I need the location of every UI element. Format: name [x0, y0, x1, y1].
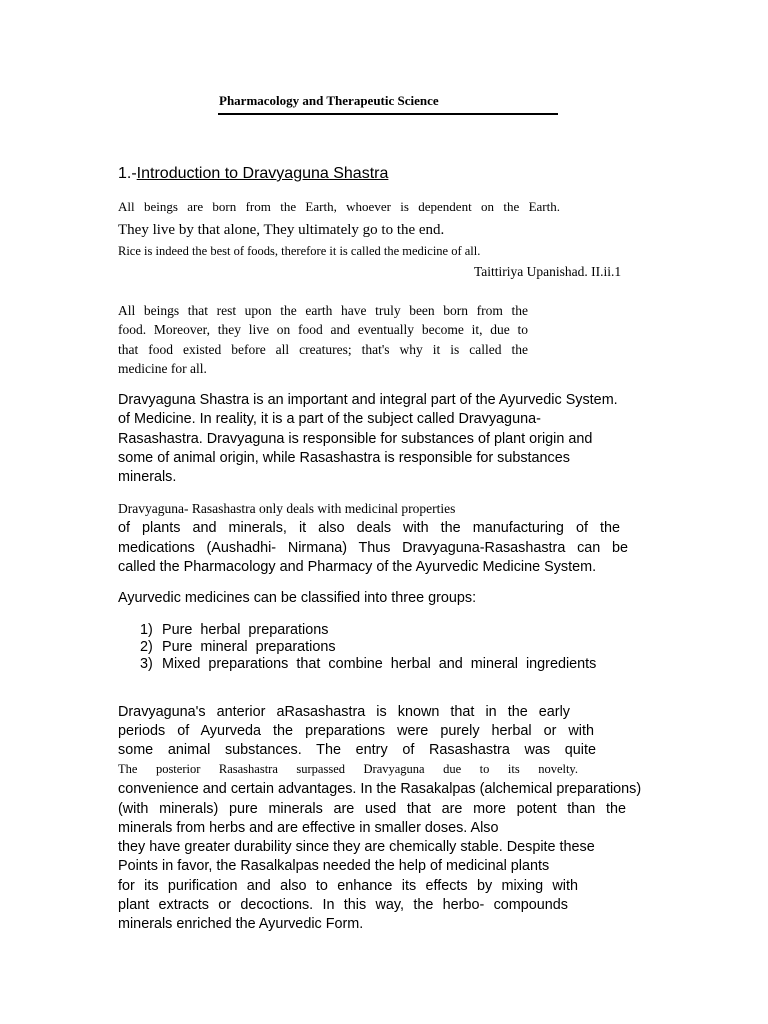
para2-line: Dravyaguna Shastra is an important and integral part of the Ayurvedic System.	[118, 392, 618, 408]
list-item	[140, 622, 328, 638]
list-item	[140, 639, 336, 655]
para1-line: medicine for all.	[118, 361, 207, 376]
header-underline	[218, 113, 558, 115]
para5-line: minerals from herbs and are effective in smaller doses. Also	[118, 820, 499, 836]
para5-line: they have greater durability since they are chemically stable. Despite these	[118, 839, 595, 855]
para5-line: some animal substances. The entry of Rasashastra was quite	[118, 742, 596, 758]
para5-line: minerals enriched the Ayurvedic Form.	[118, 916, 364, 932]
page-header-title: Pharmacology and Therapeutic Science	[219, 93, 439, 108]
para1-line: that food existed before all creatures; that's why it is called the	[118, 342, 528, 357]
list-number: 2)	[140, 639, 153, 655]
para5-serif-line: The posterior Rasashastra surpassed Dravyaguna due to its novelty.	[118, 762, 578, 776]
verse-line-3: Rice is indeed the best of foods, therefore it is called the medicine of all.	[118, 244, 481, 258]
para5-line: for its purification and also to enhance its effects by mixing with	[118, 878, 578, 894]
verse-line-2: They live by that alone, They ultimately go to the end.	[118, 222, 445, 238]
para2-line: Rasashastra. Dravyaguna is responsible for substances of plant origin and	[118, 431, 593, 447]
para5-line: (with minerals) pure minerals are used that are more potent than the	[118, 801, 626, 817]
para5-line: plant extracts or decoctions. In this way, the herbo- compounds	[118, 897, 568, 913]
para5-line: convenience and certain advantages. In the Rasakalpas (alchemical preparations)	[118, 781, 642, 797]
list-text: Pure mineral preparations	[162, 639, 336, 655]
para4-text: Ayurvedic medicines can be classified into three groups:	[118, 590, 477, 606]
para5-line: Points in favor, the Rasalkalpas needed the help of medicinal plants	[118, 858, 550, 874]
para1-line: All beings that rest upon the earth have truly been born from the	[118, 303, 528, 318]
list-text: Mixed preparations that combine herbal and mineral ingredients	[162, 656, 597, 672]
section-title: Introduction to Dravyaguna Shastra	[136, 165, 389, 182]
para3-line: called the Pharmacology and Pharmacy of the Ayurvedic Medicine System.	[118, 559, 597, 575]
section-number: 1.-	[118, 165, 137, 182]
list-number: 3)	[140, 656, 153, 672]
para3-line: of plants and minerals, it also deals with the manufacturing of the	[118, 520, 620, 536]
para3-line: medications (Aushadhi- Nirmana) Thus Dravyaguna-Rasashastra can be	[118, 540, 628, 556]
list-item	[140, 656, 596, 672]
verse-citation: Taittiriya Upanishad. II.ii.1	[474, 264, 622, 279]
para2-line: minerals.	[118, 469, 177, 485]
para1-line: food. Moreover, they live on food and eventually become it, due to	[118, 322, 528, 337]
para2-line: some of animal origin, while Rasashastra is responsible for substances	[118, 450, 570, 466]
para5-line: Dravyaguna's anterior aRasashastra is known that in the early	[118, 704, 570, 720]
section-heading	[118, 165, 388, 183]
list-text: Pure herbal preparations	[162, 622, 329, 638]
list-number: 1)	[140, 622, 153, 638]
para3-line-serif: Dravyaguna- Rasashastra only deals with medicinal properties	[118, 501, 456, 516]
para5-line: periods of Ayurveda the preparations were purely herbal or with	[118, 723, 594, 739]
verse-line-1: All beings are born from the Earth, whoever is dependent on the Earth.	[118, 199, 560, 214]
para2-line: of Medicine. In reality, it is a part of the subject called Dravyaguna-	[118, 411, 541, 427]
